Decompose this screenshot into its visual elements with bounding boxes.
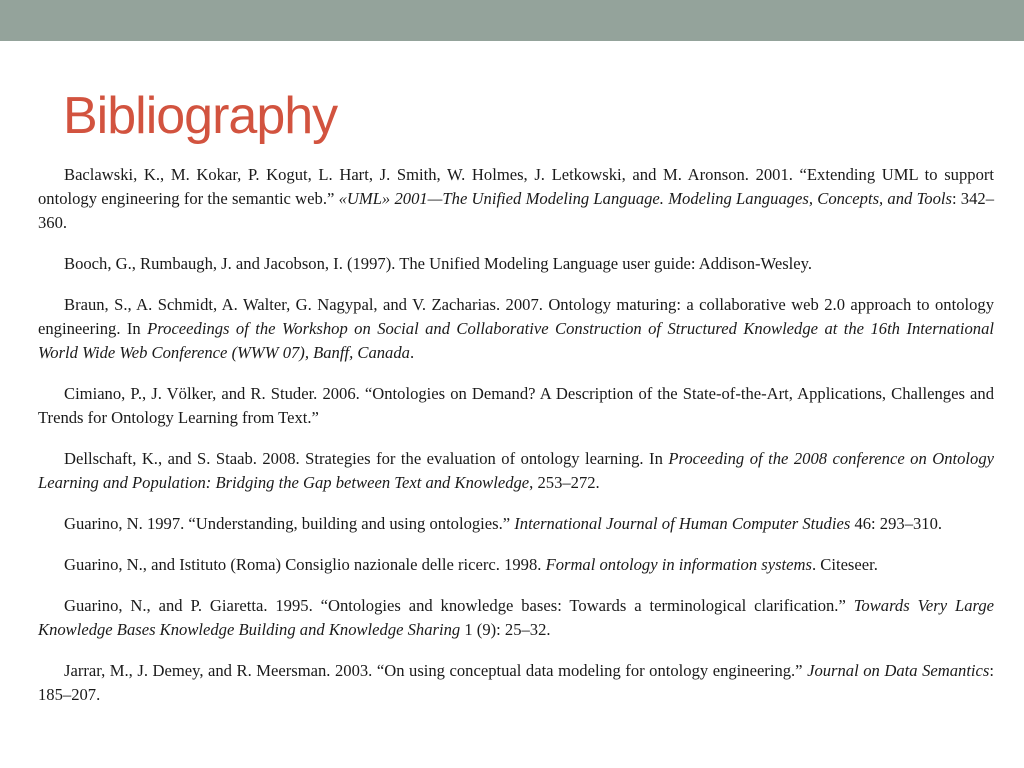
entry-italic-title: Towards Very Large Knowledge Bases Knowledge Building and Knowledge Sharing <box>38 596 994 639</box>
bibliography-entry <box>38 512 994 536</box>
entry-italic-title: Journal on Data Semantics <box>807 661 990 680</box>
bibliography-entry <box>38 594 994 642</box>
bibliography-entry <box>38 553 994 577</box>
bibliography-entry <box>38 293 994 365</box>
entry-italic-title: «UML» 2001—The Unified Modeling Language. Modeling Languages, Concepts, and Tools <box>338 189 952 208</box>
entry-italic-title: Proceeding of the 2008 conference on Ontology Learning and Population: Bridging the Gap between Text and Knowledge <box>38 449 994 492</box>
entry-text: Baclawski, K., M. Kokar, P. Kogut, L. Hart, J. Smith, W. Holmes, J. Letkowski, and M. Aronson. 2001. “Extending UML to support ontology engineering for the semantic web.” <box>38 165 994 208</box>
entry-text-tail: . Citeseer. <box>811 555 878 574</box>
entry-text: Guarino, N., and Istituto (Roma) Consiglio nazionale delle ricerc. 1998. <box>64 555 546 574</box>
entry-text: Guarino, N. 1997. “Understanding, building and using ontologies.” <box>64 514 515 533</box>
bibliography-entry <box>38 382 994 430</box>
bibliography-entry <box>38 163 994 235</box>
entry-text: Dellschaft, K., and S. Staab. 2008. Strategies for the evaluation of ontology learning. In <box>64 449 669 468</box>
entry-text-tail: , 253–272. <box>529 473 600 492</box>
entry-text-tail: 46: 293–310. <box>850 514 943 533</box>
top-banner-bar <box>0 0 1024 41</box>
entry-text: Guarino, N., and P. Giaretta. 1995. “Ontologies and knowledge bases: Towards a terminological clarification.” <box>64 596 854 615</box>
entry-text-tail: . <box>409 343 415 362</box>
entry-text-tail: : 342–360. <box>38 189 994 232</box>
bibliography-entry <box>38 252 994 276</box>
entry-italic-title: International Journal of Human Computer Studies <box>514 514 851 533</box>
entry-italic-title: Formal ontology in information systems <box>545 555 812 574</box>
entry-text: Booch, G., Rumbaugh, J. and Jacobson, I. (1997). The Unified Modeling Language user guide: Addison-Wesley. <box>64 254 813 273</box>
bibliography-list <box>38 163 994 724</box>
entry-italic-title: Proceedings of the Workshop on Social and Collaborative Construction of Structured Knowledge at the 16th International World Wide Web Conference (WWW 07), Banff, Canada <box>38 319 994 362</box>
bibliography-entry <box>38 447 994 495</box>
entry-text: Jarrar, M., J. Demey, and R. Meersman. 2003. “On using conceptual data modeling for ontology engineering.” <box>64 661 808 680</box>
entry-text-tail: 1 (9): 25–32. <box>460 620 551 639</box>
bibliography-entry <box>38 659 994 707</box>
slide-title: Bibliography <box>63 87 338 145</box>
entry-text: Cimiano, P., J. Völker, and R. Studer. 2006. “Ontologies on Demand? A Description of the State-of-the-Art, Applications, Challenges and Trends for Ontology Learning from Text.” <box>38 384 994 427</box>
entry-text-tail: : 185–207. <box>38 661 994 704</box>
entry-text: Braun, S., A. Schmidt, A. Walter, G. Nagypal, and V. Zacharias. 2007. Ontology maturing: a collaborative web 2.0 approach to ontology engineering. In <box>38 295 994 338</box>
